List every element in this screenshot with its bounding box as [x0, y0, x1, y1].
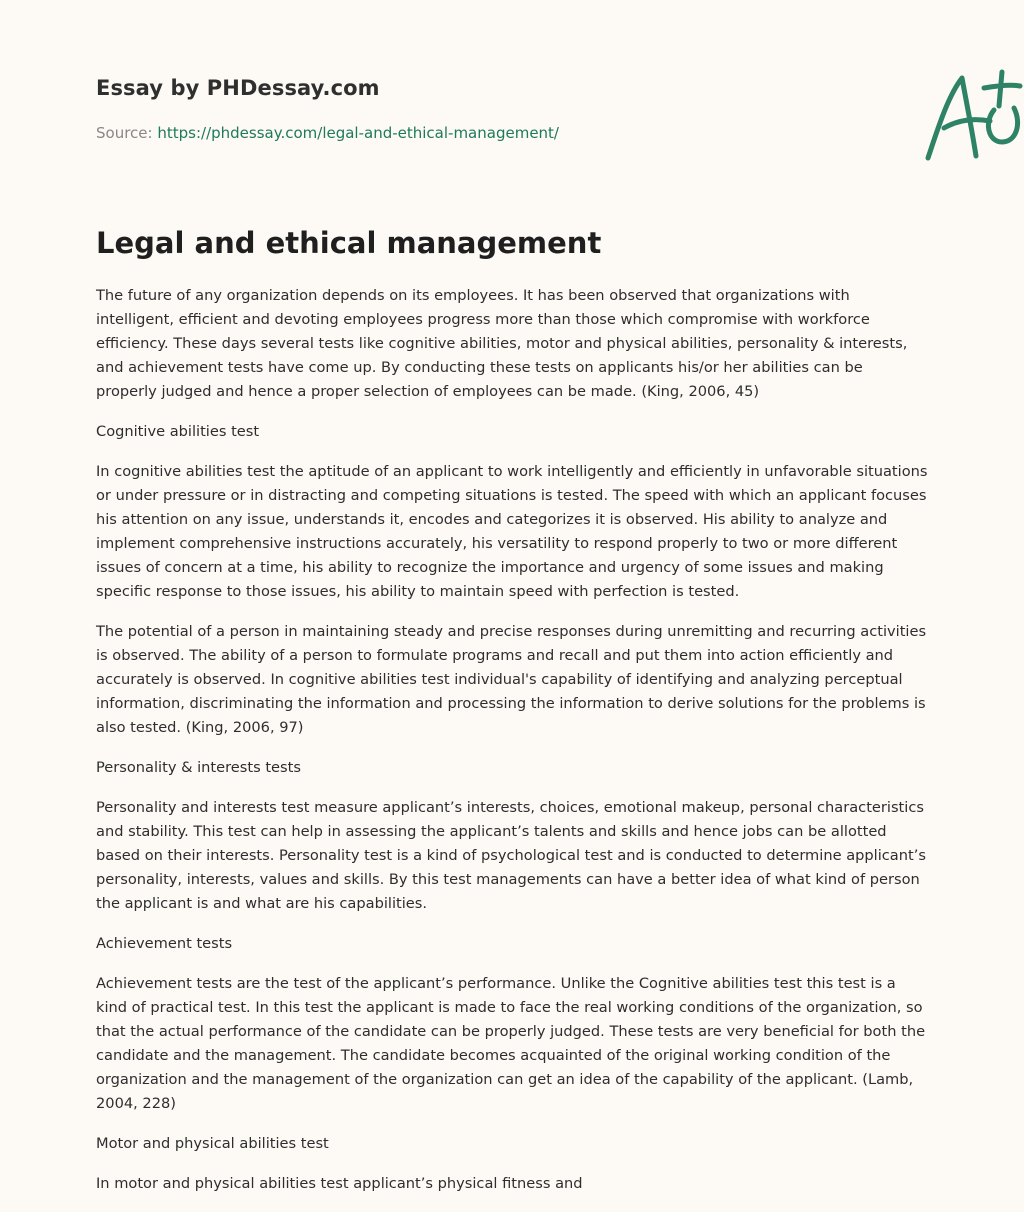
section-heading: Motor and physical abilities test — [96, 1135, 329, 1152]
section-heading: Cognitive abilities test — [96, 423, 260, 440]
paragraph: In cognitive abilities test the aptitude of an applicant to work intelligently and efficiently in unfavorable situations or under pressure or in distracting and competing situations is tested. The speed with which an applicant focuses his attention on any issue, understands it, encodes and categorizes it is observed. His ability to analyze and implement comprehensive instructions accurately, his versatility to respond properly to two or more different issues of concern at a time, his ability to recognize the importance and urgency of some issues and making specific response to those issues, his ability to maintain speed with perfection is tested. — [96, 463, 928, 600]
essay-body — [96, 284, 928, 1212]
section-heading: Personality & interests tests — [96, 759, 301, 776]
source-line — [96, 124, 559, 142]
source-link[interactable]: https://phdessay.com/legal-and-ethical-management/ — [157, 124, 559, 142]
paragraph: Personality and interests test measure applicant’s interests, choices, emotional makeup, personal characteristics and stability. This test can help in assessing the applicant’s talents and skills and hence jobs can be allotted based on their interests. Personality test is a kind of psychological test and is conducted to determine applicant’s personality, interests, values and skills. By this test managements can have a better idea of what kind of person the applicant is and what are his capabilities. — [96, 799, 926, 912]
source-label: Source: — [96, 124, 153, 142]
paragraph: The potential of a person in maintaining steady and precise responses during unremitting and recurring activities is observed. The ability of a person to formulate programs and recall and put them into action efficiently and accurately is observed. In cognitive abilities test individual's capability of identifying and analyzing perceptual information, discriminating the information and processing the information to derive solutions for the problems is also tested. (King, 2006, 97) — [96, 623, 927, 736]
paragraph: Achievement tests are the test of the applicant’s performance. Unlike the Cognitive abilities test this test is a kind of practical test. In this test the applicant is made to face the real working conditions of the organization, so that the actual performance of the candidate can be properly judged. These tests are very beneficial for both the candidate and the management. The candidate becomes acquainted of the original working condition of the organization and the management of the organization can get an idea of the capability of the applicant. (Lamb, 2004, 228) — [96, 975, 926, 1112]
paragraph: The future of any organization depends on its employees. It has been observed that organizations with intelligent, efficient and devoting employees progress more than those which compromise with workforce efficiency. These days several tests like cognitive abilities, motor and physical abilities, personality & interests, and achievement tests have come up. By conducting these tests on applicants his/or her abilities can be properly judged and hence a proper selection of employees can be made. (King, 2006, 45) — [96, 287, 908, 400]
a-plus-logo-icon — [914, 66, 1024, 166]
section-heading: Achievement tests — [96, 935, 233, 952]
essay-title: Legal and ethical management — [96, 226, 602, 260]
paragraph: In motor and physical abilities test applicant’s physical fitness and — [96, 1175, 583, 1192]
site-title: Essay by PHDessay.com — [96, 76, 380, 100]
